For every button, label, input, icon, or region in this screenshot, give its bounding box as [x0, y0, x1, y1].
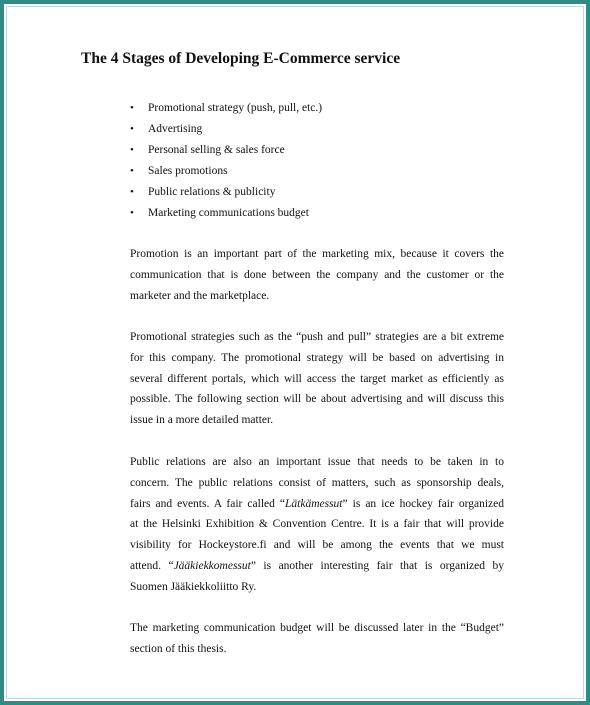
- paragraph-line: at the Helsinki Exhibition & Convention Centre. It is a fair that will provide: [130, 518, 504, 531]
- list-item-text: Promotional strategy (push, pull, etc.): [148, 102, 323, 114]
- paragraph-line: concern. The public relations consist of matters, such as sponsorship deals,: [130, 476, 504, 489]
- paragraph-line: communication that is done between the company and the customer or the: [130, 268, 504, 281]
- paragraph-line: Promotional strategies such as the “push and pull” strategies are a bit extreme: [130, 331, 504, 343]
- list-item-text: Sales promotions: [148, 165, 228, 177]
- bullet-icon: •: [130, 144, 134, 156]
- text-run: fairs and events. A fair called “: [130, 497, 285, 510]
- list-item: [130, 182, 322, 203]
- paragraph-line: possible. The following section will be about advertising and will discuss this: [130, 393, 504, 406]
- paragraph-line: issue in a more detailed matter.: [130, 414, 274, 427]
- bullet-icon: •: [130, 165, 134, 177]
- fair-name-jaakiekkomessut: Jääkiekkomessut: [173, 559, 251, 572]
- list-item-text: Advertising: [148, 123, 203, 135]
- paragraph-line: [130, 494, 504, 515]
- paragraph-budget: [130, 618, 504, 660]
- paragraph-promotion: [130, 244, 504, 306]
- list-item: [130, 119, 322, 140]
- list-item: [130, 203, 322, 224]
- list-item: [130, 161, 322, 182]
- list-item: [130, 98, 322, 119]
- paragraph-line: The marketing communication budget will be discussed later in the “Budget”: [130, 622, 504, 634]
- paragraph-line: Promotion is an important part of the marketing mix, because it covers the: [130, 248, 504, 260]
- paragraph-public-relations: [130, 452, 504, 598]
- text-run: attend. “: [130, 559, 174, 572]
- fair-name-latkamessut: Lätkämessut: [285, 497, 343, 510]
- paragraph-line: visibility for Hockeystore.fi and will be among the events that we must: [130, 539, 504, 552]
- paragraph-line: several different portals, which will access the target market as efficiently as: [130, 372, 504, 385]
- paragraph-line: Suomen Jääkiekkoliitto Ry.: [130, 580, 257, 593]
- list-item: [130, 140, 322, 161]
- bullet-list: [130, 98, 322, 224]
- bullet-icon: •: [130, 207, 134, 219]
- paragraph-line: marketer and the marketplace.: [130, 289, 270, 302]
- bullet-icon: •: [130, 102, 134, 114]
- paragraph-line: [130, 556, 504, 577]
- list-item-text: Personal selling & sales force: [148, 144, 285, 156]
- paragraph-line: section of this thesis.: [130, 642, 227, 655]
- list-item-text: Public relations & publicity: [148, 186, 276, 198]
- text-run: ” is an ice hockey fair organized: [342, 497, 504, 510]
- document-title: The 4 Stages of Developing E-Commerce service: [81, 50, 401, 67]
- bullet-icon: •: [130, 123, 134, 135]
- list-item-text: Marketing communications budget: [148, 207, 309, 219]
- paragraph-line: Public relations are also an important issue that needs to be taken in to: [130, 456, 504, 468]
- text-run: ” is another interesting fair that is organized by: [250, 559, 504, 572]
- bullet-icon: •: [130, 186, 134, 198]
- paragraph-line: for this company. The promotional strategy will be based on advertising in: [130, 351, 504, 364]
- paragraph-promotional-strategies: [130, 327, 504, 431]
